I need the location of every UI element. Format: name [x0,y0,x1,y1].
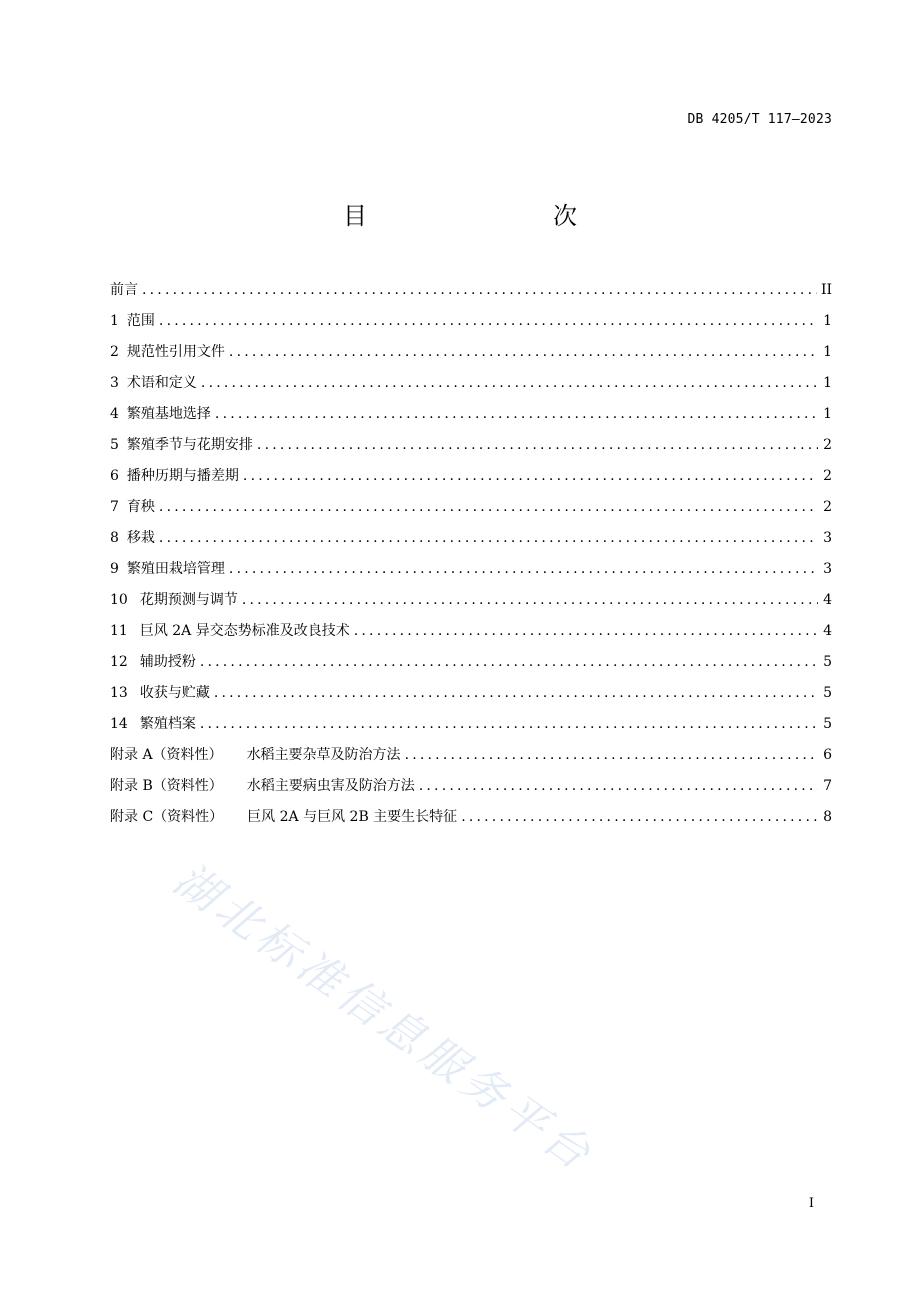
toc-entry-number: 8 [110,530,119,546]
toc-entry-3[interactable] [110,373,832,404]
toc-entry-number: 4 [110,406,119,422]
toc-entry-label: 播种历期与播差期 [126,468,239,484]
toc-leader-dots [159,528,818,549]
toc-entry-page: 1 [823,375,832,391]
toc-entry-label: 巨风 2A 异交态势标准及改良技术 [139,623,350,639]
toc-entry-page: 1 [823,344,832,360]
toc-entry-page: 2 [823,468,832,484]
toc-entry-page: 5 [823,716,832,732]
toc-entry-4[interactable] [110,404,832,435]
toc-entry-label: 规范性引用文件 [126,344,225,360]
toc-leader-dots [200,652,818,673]
toc-entry-label: 繁殖基地选择 [126,406,211,422]
toc-entry-page: 4 [823,623,832,639]
toc-entry-label: 辅助授粉 [139,654,196,670]
toc-entry-label: 前言 [110,282,138,298]
toc-entry-page: 3 [823,530,832,546]
toc-entry-10[interactable] [110,590,832,621]
document-code: DB 4205/T 117—2023 [687,112,832,127]
toc-entry-number: 2 [110,344,119,360]
toc-entry-page: 7 [823,778,832,794]
toc-entry-number: 9 [110,561,119,577]
toc-leader-dots [215,404,818,425]
toc-entry-number: 11 [110,623,128,639]
toc-entry-page: 6 [823,747,832,763]
toc-leader-dots [229,559,818,580]
toc-leader-dots [159,311,818,332]
toc-entry-8[interactable] [110,528,832,559]
toc-leader-dots [142,280,817,301]
toc-entry-number: 1 [110,313,119,329]
toc-leader-dots [419,776,818,797]
toc-entry-page: 5 [823,654,832,670]
toc-entry-label: 水稻主要病虫害及防治方法 [246,778,415,794]
toc-entry-number: 13 [110,685,128,701]
toc-leader-dots [200,714,818,735]
toc-entry-label: 巨风 2A 与巨风 2B 主要生长特征 [247,809,458,825]
toc-leader-dots [201,373,818,394]
toc-entry-number: 附录 A（资料性） [110,747,223,763]
toc-entry-6[interactable] [110,466,832,497]
toc-entry-number: 7 [110,499,119,515]
toc-entry-page: 3 [823,561,832,577]
toc-entry-number: 附录 C（资料性） [110,809,224,825]
watermark: 湖北标准信息服务平台 [164,854,604,1183]
toc-entry-14[interactable] [110,714,832,745]
page-number: I [808,1196,814,1211]
toc-leader-dots [229,342,818,363]
toc-entry-number: 12 [110,654,128,670]
table-of-contents [110,280,832,838]
toc-entry-label: 花期预测与调节 [139,592,238,608]
toc-leader-dots [159,497,818,518]
toc-entry-page: 2 [823,437,832,453]
toc-entry-label: 水稻主要杂草及防治方法 [246,747,401,763]
toc-entry-label: 繁殖田栽培管理 [126,561,225,577]
toc-entry-number: 3 [110,375,119,391]
toc-entry-number: 10 [110,592,128,608]
toc-leader-dots [257,435,818,456]
toc-entry-2[interactable] [110,342,832,373]
toc-entry-appendix-a[interactable] [110,745,832,776]
toc-entry-9[interactable] [110,559,832,590]
toc-entry-label: 繁殖档案 [139,716,196,732]
toc-entry-page: 4 [823,592,832,608]
toc-entry-5[interactable] [110,435,832,466]
toc-entry-number: 6 [110,468,119,484]
toc-title: 目 次 [343,202,623,230]
toc-entry-12[interactable] [110,652,832,683]
toc-entry-1[interactable] [110,311,832,342]
toc-entry-label: 育秧 [126,499,155,515]
toc-entry-number: 附录 B（资料性） [110,778,223,794]
toc-leader-dots [405,745,818,766]
toc-leader-dots [214,683,818,704]
toc-leader-dots [242,590,818,611]
toc-entry-label: 术语和定义 [126,375,197,391]
toc-entry-page: 2 [823,499,832,515]
toc-leader-dots [243,466,818,487]
toc-entry-label: 繁殖季节与花期安排 [126,437,253,453]
toc-entry-appendix-b[interactable] [110,776,832,807]
toc-entry-page: 1 [823,313,832,329]
toc-entry-foreword[interactable] [110,280,832,311]
toc-entry-label: 移栽 [126,530,155,546]
toc-entry-13[interactable] [110,683,832,714]
toc-entry-page: 1 [823,406,832,422]
toc-entry-appendix-c[interactable] [110,807,832,838]
toc-leader-dots [461,807,818,828]
toc-entry-number: 14 [110,716,128,732]
toc-entry-number: 5 [110,437,119,453]
toc-entry-label: 收获与贮藏 [139,685,210,701]
toc-entry-page: II [820,282,832,298]
toc-entry-page: 8 [823,809,832,825]
toc-entry-label: 范围 [126,313,155,329]
toc-entry-7[interactable] [110,497,832,528]
toc-entry-page: 5 [823,685,832,701]
toc-leader-dots [354,621,818,642]
toc-entry-11[interactable] [110,621,832,652]
